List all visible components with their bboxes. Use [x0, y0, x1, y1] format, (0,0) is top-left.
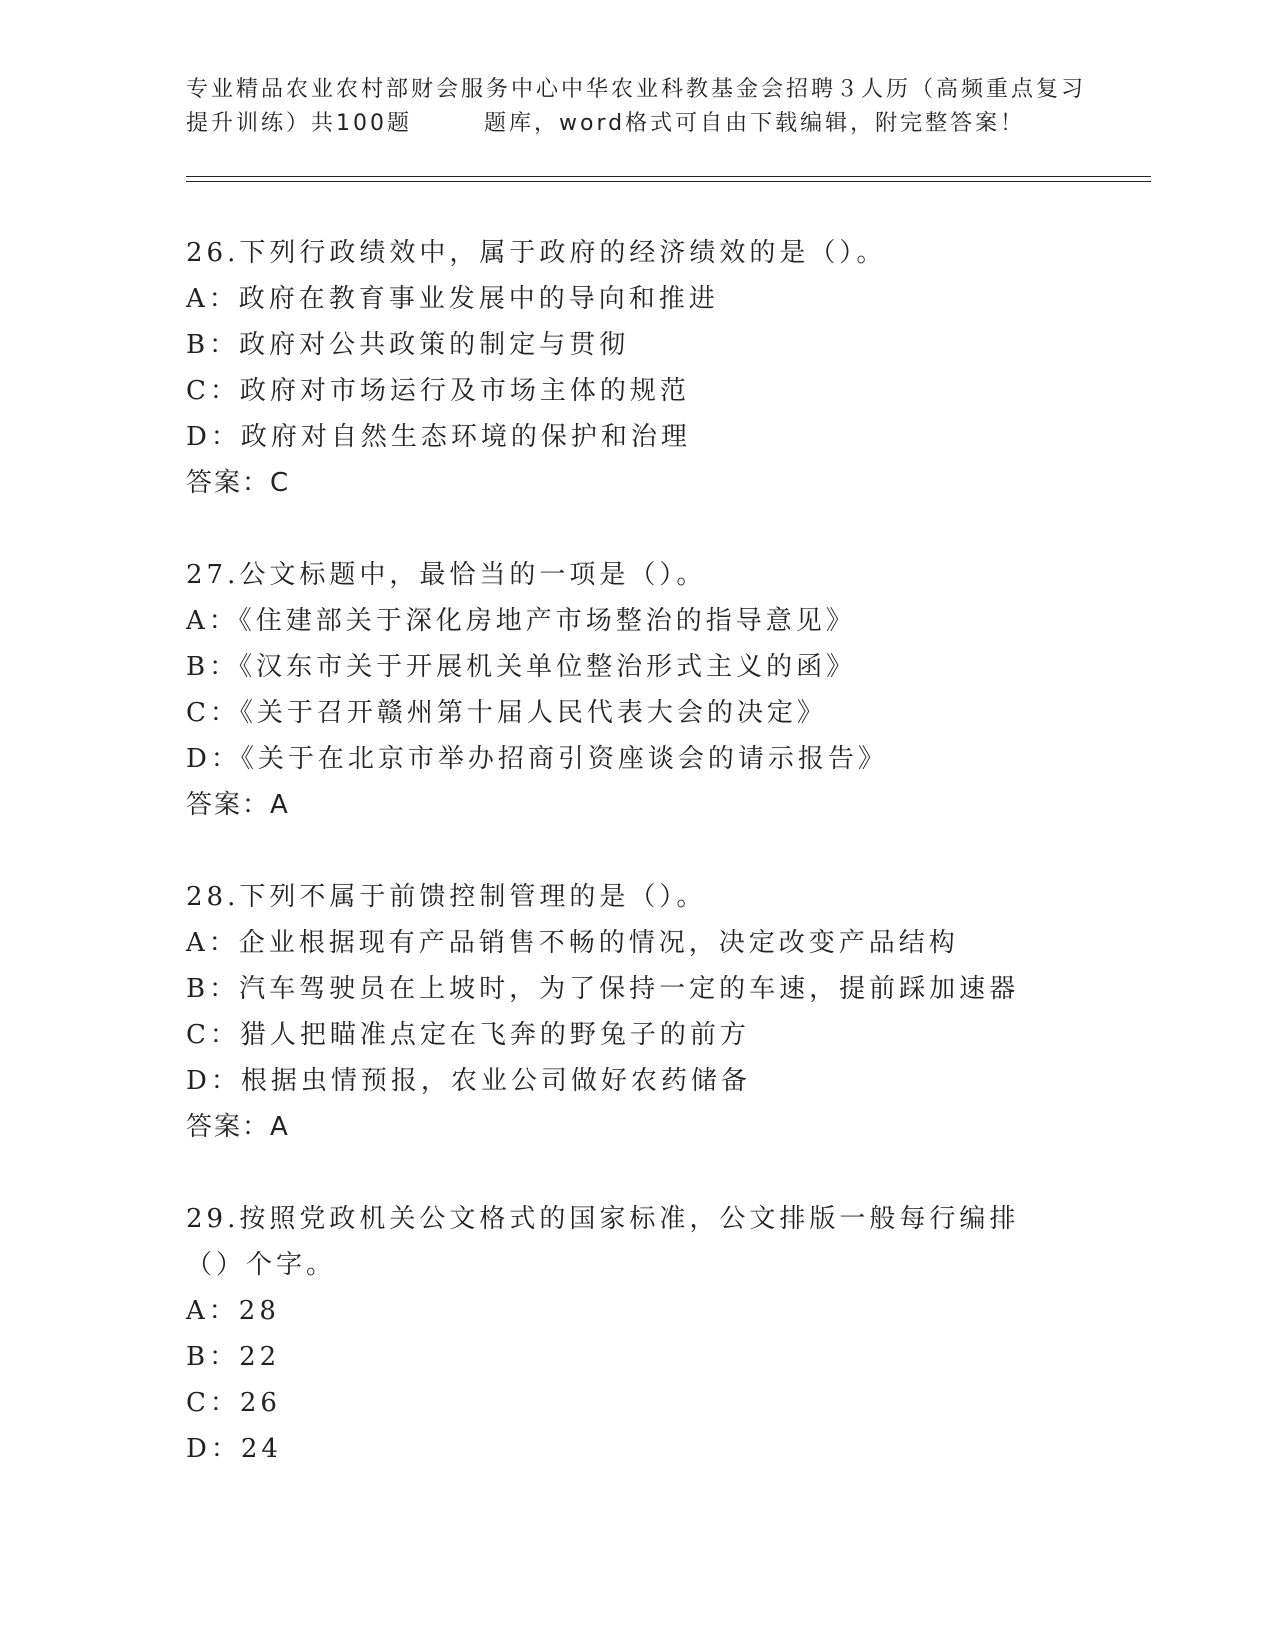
option-c: C：《关于召开赣州第十届人民代表大会的决定》: [186, 698, 827, 728]
option-a: A：《住建部关于深化房地产市场整治的指导意见》: [186, 606, 856, 636]
option-c: C：26: [186, 1388, 281, 1418]
header-divider-bottom: [186, 181, 1151, 182]
question-stem: 27.公文标题中，最恰当的一项是（）。: [186, 560, 707, 590]
question-29: [186, 1196, 1086, 1472]
option-c: C：猎人把瞄准点定在飞奔的野兔子的前方: [186, 1020, 750, 1050]
question-27: [186, 552, 1086, 828]
question-26: [186, 230, 1086, 506]
question-28: [186, 874, 1086, 1150]
option-a: A：企业根据现有产品销售不畅的情况，决定改变产品结构: [186, 928, 959, 958]
option-d: D：根据虫情预报，农业公司做好农药储备: [186, 1066, 751, 1096]
option-b: B：政府对公共政策的制定与贯彻: [186, 330, 630, 360]
option-d: D：24: [186, 1434, 282, 1464]
question-list: [186, 230, 1086, 1518]
option-a: A：28: [186, 1296, 280, 1326]
header-divider-top: [186, 176, 1151, 177]
question-stem: 26.下列行政绩效中，属于政府的经济绩效的是（）。: [186, 238, 887, 268]
option-b: B：22: [186, 1342, 281, 1372]
header-line-2-left: 提升训练）共100题: [186, 111, 412, 136]
question-stem: 29.按照党政机关公文格式的国家标准，公文排版一般每行编排（）个字。: [186, 1204, 1020, 1280]
header-line-2-right: 题库，word格式可自由下载编辑，附完整答案！: [484, 111, 1026, 136]
document-header: [186, 73, 1086, 141]
option-d: D：《关于在北京市举办招商引资座谈会的请示报告》: [186, 744, 888, 774]
answer: 答案：A: [186, 1112, 290, 1142]
header-line-2: [186, 107, 1086, 141]
option-a: A：政府在教育事业发展中的导向和推进: [186, 284, 719, 314]
option-c: C：政府对市场运行及市场主体的规范: [186, 376, 690, 406]
header-line-1: 专业精品农业农村部财会服务中心中华农业科教基金会招聘３人历（高频重点复习: [186, 77, 1087, 102]
question-stem: 28.下列不属于前馈控制管理的是（）。: [186, 882, 707, 912]
option-b: B：汽车驾驶员在上坡时，为了保持一定的车速，提前踩加速器: [186, 974, 1020, 1004]
option-b: B：《汉东市关于开展机关单位整治形式主义的函》: [186, 652, 857, 682]
answer: 答案：C: [186, 468, 291, 498]
answer: 答案：A: [186, 790, 290, 820]
option-d: D：政府对自然生态环境的保护和治理: [186, 422, 691, 452]
